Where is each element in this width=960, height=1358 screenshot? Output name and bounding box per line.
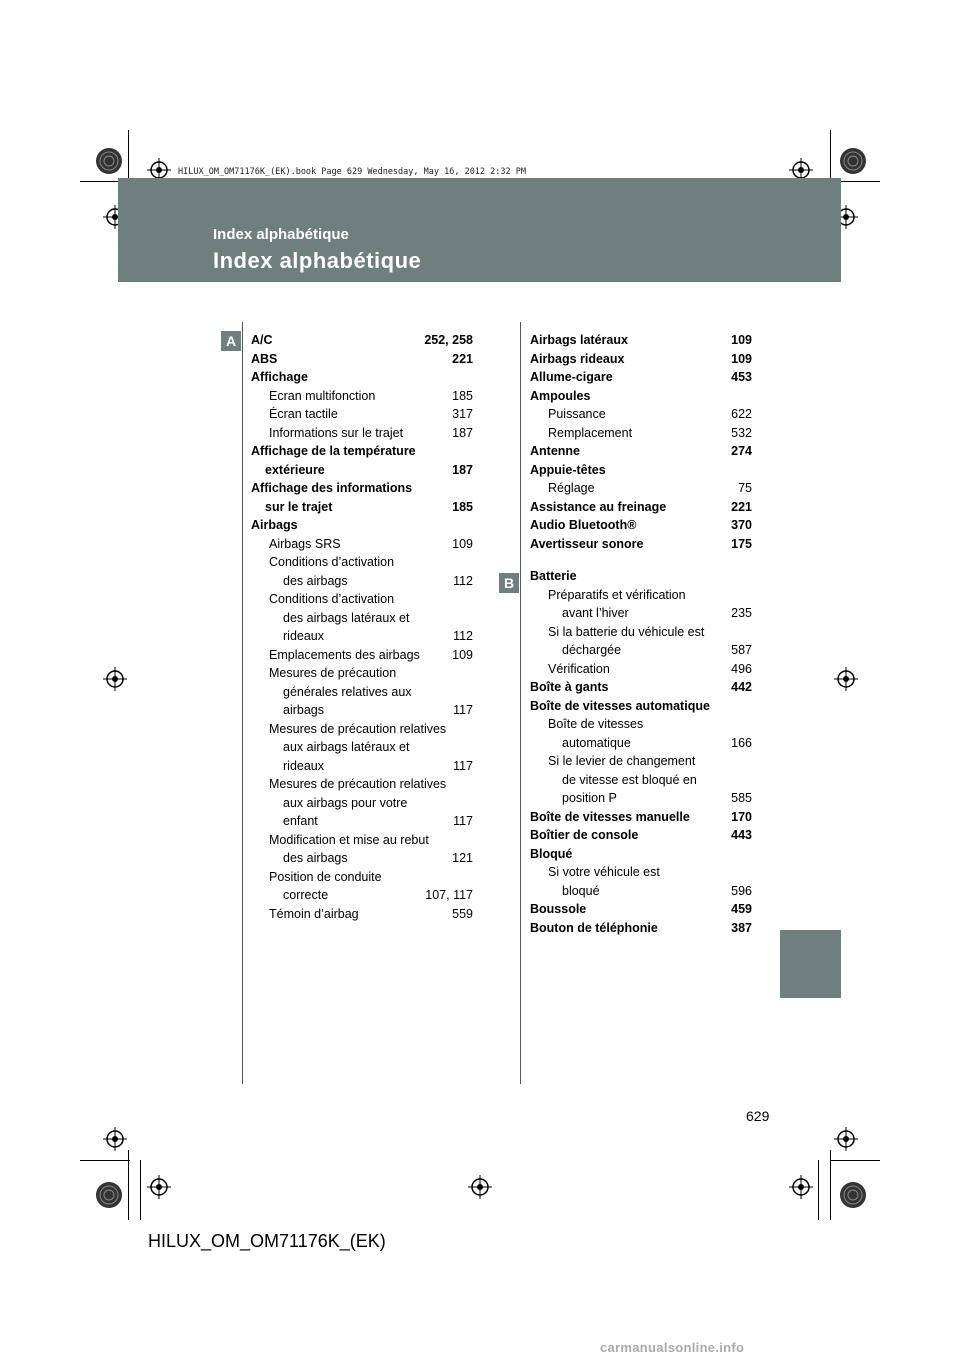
index-entry-text: Boîte de vitesses manuelle	[530, 809, 690, 824]
index-entry	[530, 331, 752, 350]
dot-leader	[326, 466, 451, 476]
index-entry-text: Écran tactile	[269, 407, 338, 421]
index-entry	[251, 516, 473, 535]
index-entry-page: 185	[452, 499, 473, 514]
registration-disc-icon	[94, 146, 124, 176]
crosshair-icon	[834, 1127, 858, 1151]
index-entry-page: 370	[731, 518, 752, 532]
dot-leader	[333, 503, 451, 513]
index-entry	[530, 586, 752, 605]
index-entry-page: 587	[731, 643, 752, 657]
dot-leader	[342, 540, 452, 550]
index-entry-text: Affichage	[251, 370, 308, 384]
index-entry	[530, 498, 752, 517]
index-entry	[530, 660, 752, 679]
index-entry-page: 496	[731, 661, 752, 676]
index-entry-text: Appuie-têtes	[530, 462, 606, 477]
index-entry	[530, 604, 752, 623]
crop-mark	[830, 1160, 880, 1161]
index-entry-text: Si votre véhicule est	[548, 865, 660, 879]
index-entry	[530, 479, 752, 498]
index-entry	[251, 368, 473, 387]
index-entry	[251, 590, 473, 609]
index-entry-text: Affichage de la température	[251, 444, 416, 458]
index-entry-text: Allume-cigare	[530, 370, 613, 384]
index-entry	[530, 919, 752, 938]
dot-leader	[644, 540, 730, 550]
index-entry	[251, 350, 473, 369]
registration-disc-icon	[838, 1180, 868, 1210]
index-entry-page: 274	[731, 444, 752, 458]
index-entry-page: 117	[453, 703, 473, 717]
section-letter-a: A	[221, 331, 241, 351]
dot-leader	[667, 503, 730, 513]
index-entry-page: 112	[453, 573, 473, 588]
index-entry-text: Puissance	[548, 407, 606, 421]
index-entry	[530, 567, 752, 586]
index-entry-text: extérieure	[265, 462, 325, 477]
index-entry-page: 585	[731, 791, 752, 805]
index-entry-page: 453	[731, 370, 752, 384]
index-entry-page: 112	[453, 629, 473, 643]
index-entry-text: avant l’hiver	[562, 606, 629, 620]
index-entry	[251, 331, 473, 350]
dot-leader	[581, 448, 730, 458]
index-entry	[251, 720, 473, 739]
dot-leader	[349, 577, 452, 587]
index-entry-text: Témoin d’airbag	[269, 906, 359, 921]
dot-leader	[376, 392, 451, 402]
index-entry-text: Ampoules	[530, 388, 591, 403]
document-footer: HILUX_OM_OM71176K_(EK)	[148, 1231, 386, 1251]
index-entry-page: 117	[453, 814, 473, 828]
index-entry-text: Boîte de vitesses automatique	[530, 698, 710, 713]
index-entry	[251, 479, 473, 498]
dot-leader	[633, 429, 730, 439]
index-entry	[530, 405, 752, 424]
index-entry	[251, 461, 473, 480]
column-divider	[242, 322, 243, 1084]
index-entry-page: 252, 258	[424, 333, 473, 347]
index-entry-page: 559	[452, 906, 473, 921]
section-letter-b: B	[499, 573, 519, 593]
index-entry	[530, 623, 752, 642]
index-entry-page: 185	[452, 388, 473, 403]
dot-leader	[325, 707, 452, 717]
index-entry-text: Conditions d’activation	[269, 592, 395, 606]
index-entry	[530, 387, 752, 406]
index-entry-text: Boussole	[530, 902, 587, 916]
index-entry	[251, 757, 473, 776]
index-entry	[530, 461, 752, 480]
dot-leader	[659, 924, 730, 934]
index-entry	[251, 775, 473, 794]
index-entry-text: Boîte à gants	[530, 680, 609, 694]
dot-leader	[630, 610, 730, 620]
index-entry-text: Position de conduite	[269, 869, 382, 884]
dot-leader	[601, 887, 731, 897]
dot-leader	[319, 818, 452, 828]
index-column-left	[251, 331, 473, 923]
index-entry-page: 532	[731, 425, 752, 440]
header-subtitle: Index alphabétique	[213, 226, 349, 243]
dot-leader	[421, 651, 451, 661]
dot-leader	[625, 355, 730, 365]
index-entry-text: position P	[562, 791, 617, 805]
index-entry-text: Mesures de précaution relatives	[269, 721, 447, 736]
index-entry	[530, 752, 752, 771]
index-entry-text: Assistance au freinage	[530, 499, 667, 514]
index-entry	[251, 738, 473, 757]
index-entry-page: 442	[731, 680, 752, 694]
index-entry-page: 166	[731, 735, 752, 750]
index-entry-page: 109	[452, 647, 473, 662]
index-entry-text: correcte	[283, 888, 329, 902]
index-entry-text: Airbags latéraux	[530, 333, 628, 347]
section-tab	[780, 930, 841, 998]
index-entry-text: A/C	[251, 333, 273, 347]
index-entry-page: 175	[731, 536, 752, 551]
index-entry	[530, 424, 752, 443]
index-entry-text: airbags	[283, 703, 324, 717]
index-entry-text: Préparatifs et vérification	[548, 587, 686, 602]
index-entry-text: des airbags latéraux et	[283, 610, 410, 625]
index-entry	[251, 812, 473, 831]
index-entry-page: 622	[731, 407, 752, 421]
crosshair-icon	[789, 1175, 813, 1199]
crosshair-icon	[103, 667, 127, 691]
dot-leader	[622, 647, 730, 657]
index-entry-page: 121	[452, 851, 473, 865]
index-entry	[251, 553, 473, 572]
index-entry-page: 187	[452, 462, 473, 477]
registration-disc-icon	[94, 1180, 124, 1210]
index-entry-text: des airbags	[283, 573, 348, 588]
dot-leader	[691, 813, 730, 823]
crosshair-icon	[147, 1175, 171, 1199]
index-entry-text: Boîte de vitesses	[548, 717, 644, 731]
dot-leader	[349, 855, 452, 865]
dot-leader	[637, 522, 730, 532]
index-entry	[251, 794, 473, 813]
dot-leader	[614, 374, 730, 384]
index-entry	[251, 664, 473, 683]
index-entry-text: rideaux	[283, 758, 324, 773]
index-entry-text: Modification et mise au rebut	[269, 832, 429, 847]
index-entry-page: 170	[731, 809, 752, 824]
dot-leader	[329, 892, 424, 902]
index-entry-text: sur le trajet	[265, 499, 333, 514]
index-entry-text: Si le levier de changement	[548, 754, 696, 768]
index-entry	[530, 641, 752, 660]
index-entry-text: de vitesse est bloqué en	[562, 772, 697, 787]
index-column-right	[530, 331, 752, 937]
index-entry	[251, 498, 473, 517]
index-entry-text: Si la batterie du véhicule est	[548, 624, 705, 639]
page-title: Index alphabétique	[213, 248, 422, 273]
crosshair-icon	[834, 667, 858, 691]
dot-leader	[632, 739, 730, 749]
dot-leader	[596, 485, 738, 495]
index-entry	[530, 368, 752, 387]
index-entry	[251, 701, 473, 720]
page-number: 629	[746, 1108, 770, 1124]
dot-leader	[360, 910, 452, 920]
dot-leader	[587, 906, 730, 916]
index-entry-text: Mesures de précaution	[269, 666, 397, 680]
crop-mark	[140, 1160, 141, 1220]
index-entry-text: aux airbags latéraux et	[283, 740, 410, 754]
index-entry	[530, 845, 752, 864]
index-entry	[251, 405, 473, 424]
index-entry-page: 75	[738, 481, 752, 495]
index-entry	[530, 900, 752, 919]
index-entry-page: 317	[452, 407, 473, 421]
crosshair-icon	[103, 1127, 127, 1151]
index-entry-text: Audio Bluetooth®	[530, 518, 637, 532]
index-entry-page: 109	[452, 536, 473, 551]
index-entry-text: déchargée	[562, 643, 622, 657]
index-entry-text: Emplacements des airbags	[269, 647, 420, 662]
index-entry	[251, 831, 473, 850]
dot-leader	[618, 795, 730, 805]
index-entry-page: 221	[731, 499, 752, 514]
index-entry-text: Bloqué	[530, 846, 573, 861]
dot-leader	[325, 633, 452, 643]
index-entry-text: Conditions d’activation	[269, 555, 395, 569]
index-entry	[530, 808, 752, 827]
dot-leader	[629, 337, 730, 347]
index-entry	[251, 646, 473, 665]
dot-leader	[607, 411, 730, 421]
index-entry-page: 459	[731, 902, 752, 916]
index-entry-text: Antenne	[530, 444, 580, 458]
dot-leader	[325, 762, 452, 772]
dot-leader	[339, 411, 451, 421]
header-banner	[118, 178, 841, 282]
index-entry-text: générales relatives aux	[283, 684, 412, 699]
index-entry-page: 109	[731, 351, 752, 366]
index-entry-page: 107, 117	[425, 888, 473, 902]
index-entry	[251, 627, 473, 646]
index-entry-text: bloqué	[562, 883, 600, 898]
index-entry-text: Mesures de précaution relatives	[269, 777, 447, 791]
index-entry	[530, 863, 752, 882]
index-entry-text: Bouton de téléphonie	[530, 920, 658, 935]
index-entry-text: des airbags	[283, 851, 348, 865]
index-entry-page: 109	[731, 333, 752, 347]
index-entry-text: Réglage	[548, 481, 595, 495]
index-entry-text: rideaux	[283, 629, 324, 643]
index-entry-page: 387	[731, 920, 752, 935]
index-entry-text: Affichage des informations	[251, 481, 413, 495]
registration-disc-icon	[838, 146, 868, 176]
watermark: carmanualsonline.info	[600, 1340, 745, 1355]
index-entry-text: Avertisseur sonore	[530, 536, 644, 551]
index-entry	[530, 826, 752, 845]
index-entry	[530, 697, 752, 716]
index-entry-text: Boîtier de console	[530, 828, 639, 842]
index-entry-text: Informations sur le trajet	[269, 425, 404, 440]
dot-leader	[404, 429, 451, 439]
index-entry-text: Ecran multifonction	[269, 388, 376, 403]
index-entry	[251, 442, 473, 461]
index-entry	[530, 715, 752, 734]
book-stamp: HILUX_OM_OM71176K_(EK).book Page 629 Wednesday, May 16, 2012 2:32 PM	[178, 167, 526, 177]
dot-leader	[611, 665, 730, 675]
dot-leader	[274, 337, 424, 347]
index-entry-text: Remplacement	[548, 425, 633, 440]
index-entry-text: Batterie	[530, 569, 577, 583]
index-entry-page: 235	[731, 606, 752, 620]
index-entry-page: 187	[452, 425, 473, 440]
dot-leader	[610, 684, 731, 694]
index-entry	[530, 535, 752, 554]
index-entry-text: Airbags SRS	[269, 536, 341, 551]
index-entry	[530, 771, 752, 790]
index-entry	[251, 849, 473, 868]
index-entry	[530, 678, 752, 697]
index-entry-page: 596	[731, 883, 752, 898]
index-entry	[530, 734, 752, 753]
index-entry-text: aux airbags pour votre	[283, 795, 408, 810]
dot-leader	[639, 832, 730, 842]
index-entry	[530, 516, 752, 535]
index-entry	[251, 424, 473, 443]
crosshair-icon	[468, 1175, 492, 1199]
crop-mark	[818, 1160, 819, 1220]
index-entry	[530, 350, 752, 369]
index-entry-page: 221	[452, 351, 473, 366]
index-entry	[530, 789, 752, 808]
index-entry	[251, 905, 473, 924]
dot-leader	[278, 355, 451, 365]
index-entry	[251, 535, 473, 554]
index-entry	[251, 683, 473, 702]
column-divider	[520, 322, 521, 1084]
index-entry	[530, 442, 752, 461]
index-entry	[251, 868, 473, 887]
index-entry-text: enfant	[283, 814, 318, 828]
index-entry	[251, 609, 473, 628]
index-entry-text: ABS	[251, 351, 278, 366]
index-entry	[530, 882, 752, 901]
index-entry	[251, 387, 473, 406]
index-entry-text: automatique	[562, 735, 631, 750]
index-entry	[251, 886, 473, 905]
index-entry-page: 443	[731, 828, 752, 842]
index-entry-text: Vérification	[548, 661, 610, 676]
index-entry	[251, 572, 473, 591]
crop-mark	[80, 1160, 130, 1161]
index-entry-page: 117	[453, 758, 473, 773]
index-entry-text: Airbags	[251, 518, 298, 532]
index-entry-text: Airbags rideaux	[530, 351, 625, 366]
